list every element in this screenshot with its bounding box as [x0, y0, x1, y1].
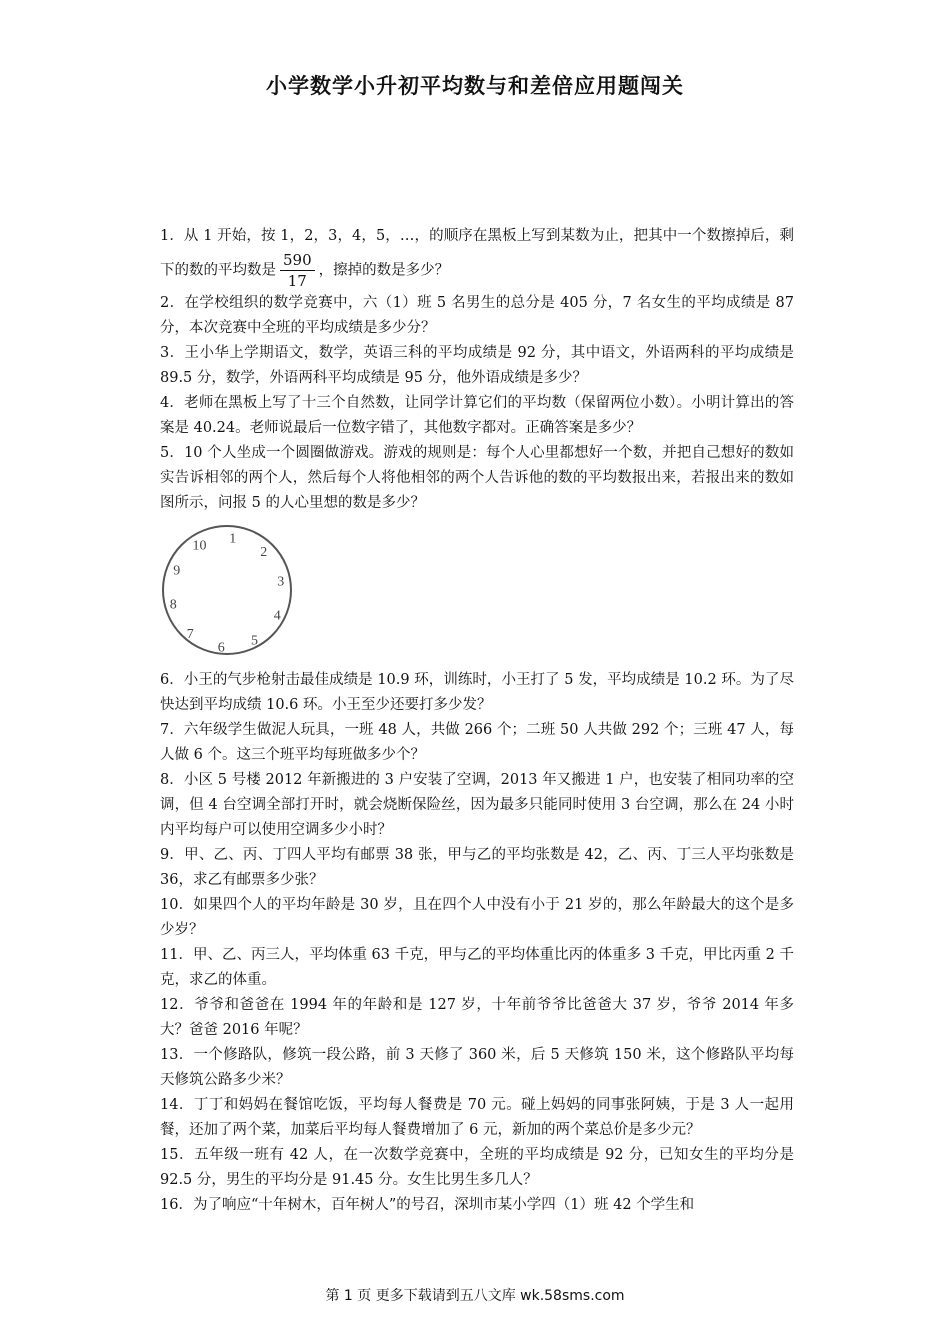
question-1-tail: ，擦掉的数是多少？: [318, 262, 450, 279]
question-list: [160, 222, 794, 1218]
question-3: 3．王小华上学期语文，数学，英语三科的平均成绩是 92 分，其中语文，外语两科的平均成绩是 89.5 分，数学，外语两科平均成绩是 95 分，他外语成绩是多少？: [160, 345, 794, 386]
circle-number-8: 8: [169, 597, 177, 613]
circle-number-2: 2: [260, 545, 268, 561]
question-8: 8．小区 5 号楼 2012 年新搬进的 3 户安装了空调，2013 年又搬进 1 户，也安装了相同功率的空调，但 4 台空调全部打开时，就会烧断保险丝，因为最多只能同时使用 3 台空调，那么在 24 小时内平均每户可以使用空调多少小时？: [160, 772, 794, 838]
question-15: 15．五年级一班有 42 人，在一次数学竞赛中，全班的平均成绩是 92 分，已知女生的平均分是 92.5 分，男生的平均分是 91.45 分。女生比男生多几人？: [160, 1147, 794, 1188]
circle-figure: [160, 524, 794, 656]
question-14: 14．丁丁和妈妈在餐馆吃饭，平均每人餐费是 70 元。碰上妈妈的同事张阿姨，于是 3 人一起用餐，还加了两个菜，加菜后平均每人餐费增加了 6 元，新加的两个菜总价是多少元？: [160, 1097, 794, 1138]
circle-number-3: 3: [277, 574, 285, 590]
circle-outline: [163, 526, 291, 654]
question-7: 7．六年级学生做泥人玩具，一班 48 人，共做 266 个；二班 50 人共做 292 个；三班 47 人，每人做 6 个。这三个班平均每班做多少个？: [160, 722, 794, 763]
page-footer: 第 1 页 更多下载请到五八文库 wk.58sms.com: [325, 1288, 625, 1304]
fraction-denominator: 17: [287, 272, 307, 290]
question-16: 16．为了响应“十年树木，百年树人”的号召，深圳市某小学四（1）班 42 个学生和: [160, 1197, 695, 1213]
circle-number-4: 4: [273, 608, 281, 624]
question-12: 12．爷爷和爸爸在 1994 年的年龄和是 127 岁，十年前爷爷比爸爸大 37 岁，爷爷 2014 年多大？爸爸 2016 年呢？: [160, 997, 794, 1038]
fraction-numerator: 590: [280, 250, 315, 271]
question-4: 4．老师在黑板上写了十三个自然数，让同学计算它们的平均数（保留两位小数）。小明计算出的答案是 40.24。老师说最后一位数字错了，其他数字都对。正确答案是多少？: [160, 395, 794, 436]
question-2: 2．在学校组织的数学竞赛中，六（1）班 5 名男生的总分是 405 分，7 名女生的平均成绩是 87 分，本次竞赛中全班的平均成绩是多少分？: [160, 295, 794, 336]
circle-number-5: 5: [251, 633, 258, 649]
question-9: 9．甲、乙、丙、丁四人平均有邮票 38 张，甲与乙的平均张数是 42，乙、丙、丁三人平均张数是 36，求乙有邮票多少张？: [160, 847, 794, 888]
question-5: 5．10 个人坐成一个圆圈做游戏。游戏的规则是：每个人心里都想好一个数，并把自己想好的数如实告诉相邻的两个人，然后每个人将他相邻的两个人告诉他的数的平均数报出来，若报出来的数如图所示，问报 5 的人心里想的数是多少？: [160, 445, 794, 511]
page-title: 小学数学小升初平均数与和差倍应用题闯关: [266, 74, 684, 98]
question-6: 6．小王的气步枪射击最佳成绩是 10.9 环，训练时，小王打了 5 发，平均成绩是 10.2 环。为了尽快达到平均成绩 10.6 环。小王至少还要打多少发？: [160, 672, 794, 713]
question-1: [160, 222, 794, 291]
circle-number-1: 1: [229, 531, 237, 547]
circle-number-7: 7: [186, 626, 194, 642]
fraction: [280, 250, 315, 291]
circle-number-6: 6: [217, 640, 225, 656]
circle-number-10: 10: [192, 538, 207, 554]
circle-diagram: [160, 524, 300, 656]
question-11: 11．甲、乙、丙三人，平均体重 63 千克，甲与乙的平均体重比丙的体重多 3 千克，甲比丙重 2 千克，求乙的体重。: [160, 947, 795, 988]
question-1-text: 1．从 1 开始，按 1，2，3，4，5，…，的顺序在黑板上写到某数为止，把其中一个数擦掉后，剩下的数的平均数是: [160, 228, 794, 279]
question-13: 13．一个修路队，修筑一段公路，前 3 天修了 360 米，后 5 天修筑 150 米，这个修路队平均每天修筑公路多少米？: [160, 1047, 794, 1088]
circle-number-9: 9: [173, 563, 181, 579]
question-10: 10．如果四个人的平均年龄是 30 岁，且在四个人中没有小于 21 岁的，那么年龄最大的这个是多少岁？: [160, 897, 794, 938]
